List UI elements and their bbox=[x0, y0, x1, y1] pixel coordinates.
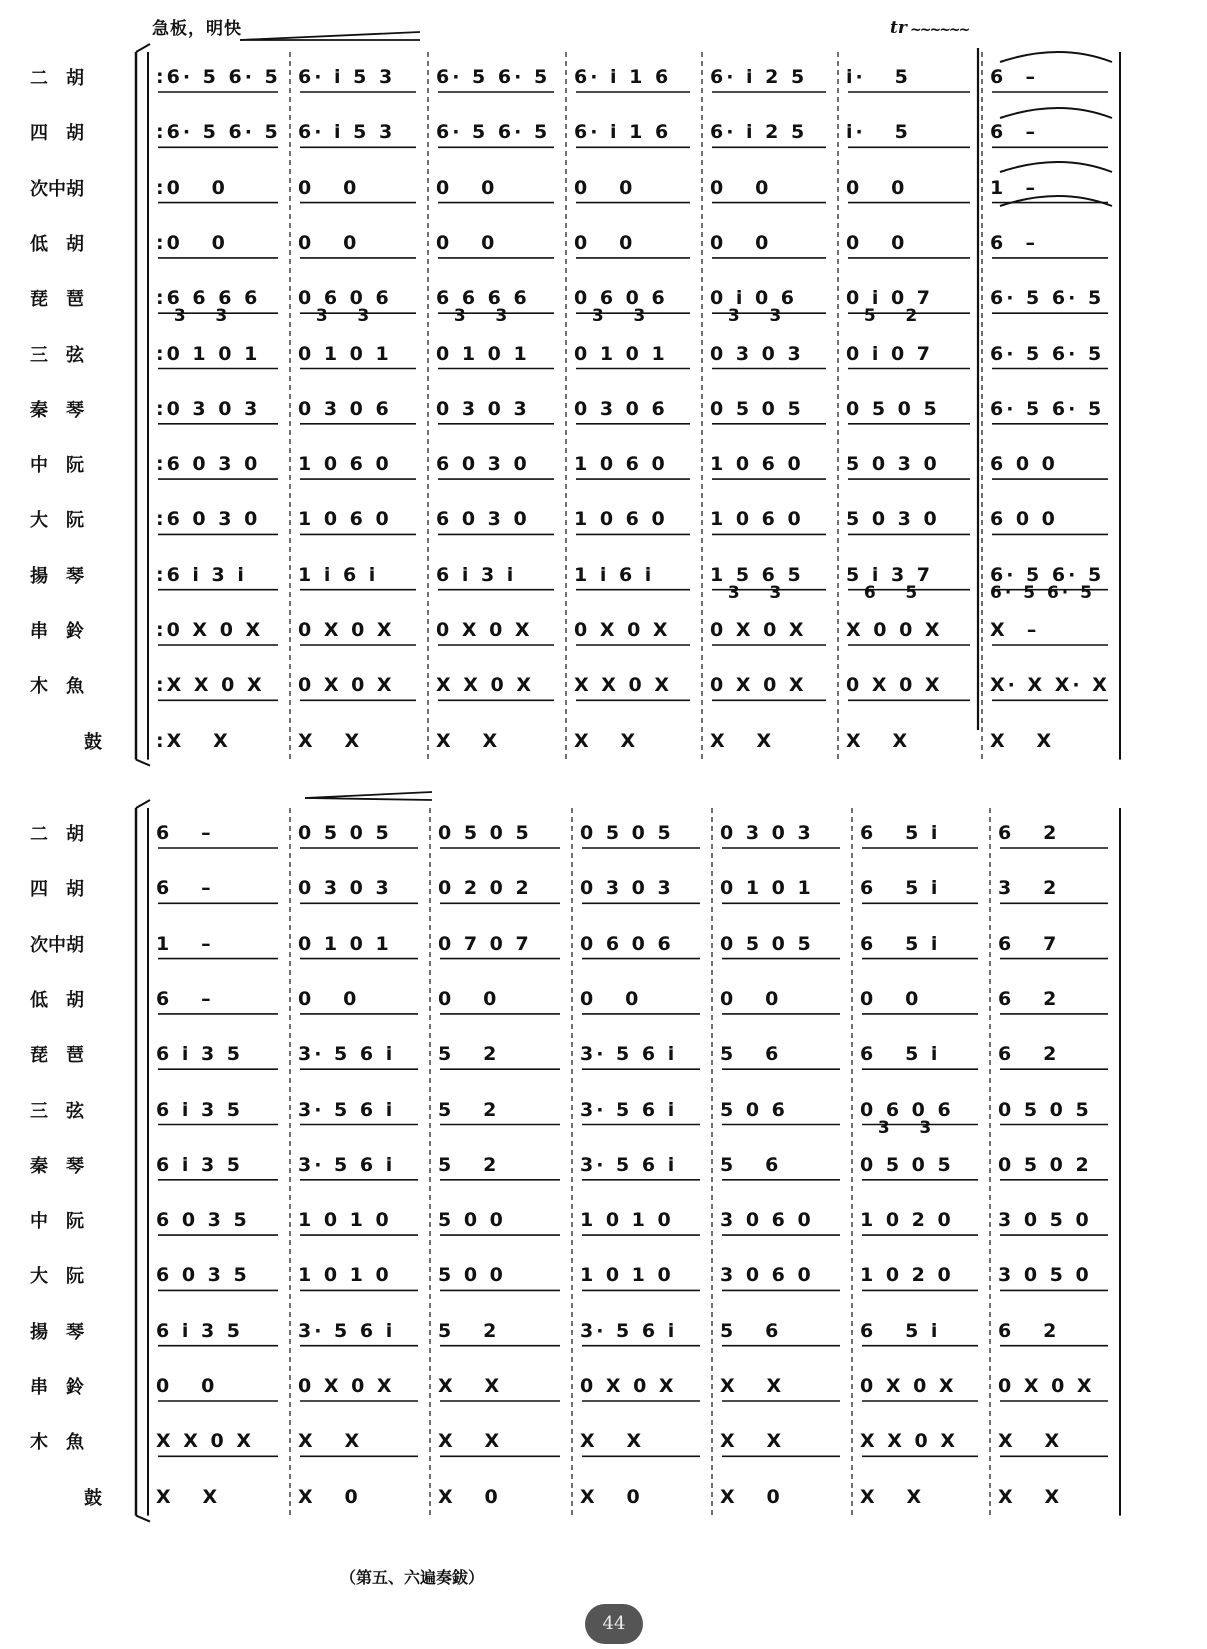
measure-cell: 6· 5 6· 5 bbox=[990, 287, 1105, 310]
measure-cell: 0 i 0 7 bbox=[846, 287, 934, 310]
measure-cell: 1 0 2 0 bbox=[860, 1209, 954, 1232]
measure-cell: 0 0 bbox=[298, 231, 360, 254]
measure-cell: 5 0 6 bbox=[720, 1098, 788, 1121]
instrument-label: 串 鈴 bbox=[30, 1377, 84, 1398]
measure-cell: 0 5 0 5 bbox=[860, 1153, 954, 1176]
instrument-label: 秦 琴 bbox=[30, 399, 84, 421]
measure-cell: 0 X 0 X bbox=[710, 619, 807, 641]
measure-cell: 1 – bbox=[990, 176, 1038, 199]
measure-cell: :6 0 3 0 bbox=[156, 508, 261, 531]
measure-cell: :X X 0 X bbox=[156, 674, 265, 697]
measure-cell: 3· 5 6 i bbox=[580, 1043, 678, 1066]
instrument-label: 中 阮 bbox=[30, 1211, 84, 1233]
measure-cell: 0 5 0 5 bbox=[710, 397, 804, 420]
measure-cell: 6 – bbox=[990, 121, 1038, 144]
measure-cell: 0 6 0 6 bbox=[580, 932, 674, 955]
measure-cell: 0 3 0 3 bbox=[580, 877, 674, 900]
measure-cell: 1 i 6 i bbox=[574, 563, 655, 586]
measure-cell: 0 0 bbox=[720, 987, 782, 1010]
instrument-label: 大 阮 bbox=[30, 1266, 84, 1288]
instrument-label: 中 阮 bbox=[30, 455, 84, 477]
measure-cell: 3· 5 6 i bbox=[298, 1319, 396, 1342]
measure-cell: 6· i 5 3 bbox=[298, 121, 396, 144]
measure-cell: X X bbox=[438, 1375, 503, 1397]
measure-cell: :6 i 3 i bbox=[156, 563, 247, 586]
measure-cell: X X bbox=[438, 1430, 503, 1453]
measure-cell: 6 2 bbox=[998, 822, 1060, 844]
measure-lower-notes: 6· 5 6· 5 bbox=[990, 582, 1095, 603]
measure-cell: 0 X 0 X bbox=[846, 674, 943, 697]
measure-cell: 0 0 bbox=[156, 1375, 218, 1397]
instrument-label: 低 胡 bbox=[30, 989, 84, 1011]
measure-cell: 1 5 6 5 bbox=[710, 563, 804, 586]
measure-cell: X – bbox=[990, 619, 1040, 641]
measure-cell: 5 0 0 bbox=[438, 1264, 506, 1287]
measure-cell: 0 5 0 5 bbox=[720, 932, 814, 955]
measure-cell: 0 0 bbox=[438, 987, 500, 1010]
measure-cell: 3· 5 6 i bbox=[580, 1319, 678, 1342]
footnote: （第五、六遍奏鈸） bbox=[340, 1568, 485, 1587]
measure-cell: 6 – bbox=[990, 231, 1038, 254]
instrument-label: 琵 琶 bbox=[30, 1045, 84, 1067]
measure-cell: X 0 bbox=[580, 1485, 643, 1508]
measure-cell: 0 i 0 7 bbox=[846, 342, 934, 365]
measure-cell: X X bbox=[998, 1430, 1063, 1453]
measure-cell: 0 3 0 3 bbox=[436, 397, 530, 420]
measure-cell: 3 0 6 0 bbox=[720, 1209, 814, 1232]
measure-cell: X X bbox=[156, 1485, 221, 1508]
measure-cell: 1 0 1 0 bbox=[580, 1209, 674, 1232]
measure-cell: 0 0 bbox=[574, 231, 636, 254]
measure-cell: X X bbox=[846, 729, 911, 752]
measure-cell: X X bbox=[298, 729, 363, 752]
measure-cell: 0 3 0 6 bbox=[298, 397, 392, 420]
measure-cell: 1 0 6 0 bbox=[574, 453, 668, 476]
instrument-label: 大 阮 bbox=[30, 510, 84, 532]
instrument-label: 三 弦 bbox=[30, 344, 84, 366]
measure-cell: 0 X 0 X bbox=[998, 1375, 1095, 1397]
measure-cell: 3 0 5 0 bbox=[998, 1209, 1092, 1232]
measure-cell: 6 7 bbox=[998, 932, 1060, 955]
instrument-label: 次中胡 bbox=[30, 178, 84, 200]
measure-cell: 6 – bbox=[990, 66, 1038, 88]
instrument-label: 二 胡 bbox=[30, 68, 84, 89]
measure-cell: X· X X· X bbox=[990, 674, 1110, 697]
instrument-label: 鼓 bbox=[84, 1487, 102, 1509]
measure-cell: 6 5 i bbox=[860, 822, 941, 844]
measure-cell: 0 6 0 6 bbox=[298, 287, 392, 310]
measure-cell: X X 0 X bbox=[860, 1430, 959, 1453]
measure-cell: 3 0 5 0 bbox=[998, 1264, 1092, 1287]
measure-cell: i· 5 bbox=[846, 121, 911, 144]
measure-cell: 6 5 i bbox=[860, 1319, 941, 1342]
measure-cell: 6· 5 6· 5 bbox=[436, 66, 551, 88]
measure-cell: 0 0 bbox=[298, 176, 360, 199]
page-number: 44 bbox=[585, 1604, 643, 1644]
measure-cell: 5 0 3 0 bbox=[846, 508, 940, 531]
measure-cell: 0 i 0 6 bbox=[710, 287, 798, 310]
measure-cell: 0 3 0 3 bbox=[720, 822, 814, 844]
measure-cell: 0 X 0 X bbox=[574, 619, 671, 641]
measure-cell: :6· 5 6· 5 bbox=[156, 121, 281, 144]
measure-cell: 3 0 6 0 bbox=[720, 1264, 814, 1287]
measure-cell: X X bbox=[998, 1485, 1063, 1508]
measure-cell: 6· i 2 5 bbox=[710, 121, 808, 144]
measure-cell: 5 6 bbox=[720, 1043, 782, 1066]
measure-cell: 6 5 i bbox=[860, 877, 941, 900]
measure-cell: 0 0 bbox=[710, 176, 772, 199]
measure-cell: 6· 5 6· 5 bbox=[990, 563, 1105, 586]
measure-cell: 1 0 6 0 bbox=[298, 508, 392, 531]
instrument-label: 木 魚 bbox=[30, 1432, 84, 1454]
instrument-label: 四 胡 bbox=[30, 879, 84, 901]
measure-cell: X X 0 X bbox=[574, 674, 673, 697]
trill-marking: tr bbox=[890, 18, 907, 38]
measure-cell: 0 5 0 5 bbox=[998, 1098, 1092, 1121]
measure-cell: 6 – bbox=[156, 987, 214, 1010]
measure-cell: 0 5 0 2 bbox=[998, 1153, 1092, 1176]
measure-cell: 6 2 bbox=[998, 1319, 1060, 1342]
measure-cell: X X bbox=[436, 729, 501, 752]
measure-cell: 5 6 bbox=[720, 1319, 782, 1342]
measure-cell: X 0 bbox=[438, 1485, 501, 1508]
measure-cell: :6· 5 6· 5 bbox=[156, 66, 281, 88]
instrument-label: 秦 琴 bbox=[30, 1155, 84, 1177]
measure-cell: 0 0 bbox=[436, 231, 498, 254]
measure-cell: 0 3 0 3 bbox=[298, 877, 392, 900]
measure-cell: 0 X 0 X bbox=[580, 1375, 677, 1397]
measure-cell: 0 3 0 3 bbox=[710, 342, 804, 365]
measure-cell: 5 0 0 bbox=[438, 1209, 506, 1232]
measure-cell: 6 0 0 bbox=[990, 508, 1058, 531]
measure-cell: 6 0 3 5 bbox=[156, 1209, 250, 1232]
measure-cell: 6 2 bbox=[998, 1043, 1060, 1066]
measure-cell: 0 0 bbox=[580, 987, 642, 1010]
measure-cell: 0 0 bbox=[846, 231, 908, 254]
measure-cell: 0 1 0 1 bbox=[298, 932, 392, 955]
measure-cell: 0 7 0 7 bbox=[438, 932, 532, 955]
measure-cell: X 0 bbox=[720, 1485, 783, 1508]
measure-cell: X X bbox=[298, 1430, 363, 1453]
measure-cell: 6 6 6 6 bbox=[436, 287, 530, 310]
measure-lower-notes: 3 3 bbox=[860, 1117, 935, 1138]
measure-cell: 1 0 1 0 bbox=[580, 1264, 674, 1287]
measure-cell: 6 i 3 5 bbox=[156, 1043, 244, 1066]
measure-lower-notes: 3 3 bbox=[574, 306, 649, 327]
measure-lower-notes: 5 2 bbox=[846, 306, 921, 327]
instrument-label: 琵 琶 bbox=[30, 289, 84, 311]
measure-cell: 0 5 0 5 bbox=[846, 397, 940, 420]
instrument-label: 揚 琴 bbox=[30, 1321, 84, 1343]
measure-cell: 0 X 0 X bbox=[298, 1375, 395, 1397]
measure-cell: X X 0 X bbox=[436, 674, 535, 697]
measure-cell: 0 1 0 1 bbox=[720, 877, 814, 900]
measure-lower-notes: 3 3 bbox=[436, 306, 511, 327]
measure-cell: 1 0 6 0 bbox=[574, 508, 668, 531]
tempo-marking: 急板，明快 bbox=[152, 19, 242, 39]
measure-cell: 5 2 bbox=[438, 1098, 500, 1121]
measure-cell: X 0 bbox=[298, 1485, 361, 1508]
measure-cell: X X bbox=[580, 1430, 645, 1453]
measure-lower-notes: 3 3 bbox=[156, 306, 231, 327]
instrument-label: 二 胡 bbox=[30, 824, 84, 845]
measure-cell: 3 2 bbox=[998, 877, 1060, 900]
measure-cell: 0 5 0 5 bbox=[298, 822, 392, 844]
measure-cell: 6· i 1 6 bbox=[574, 121, 672, 144]
measure-cell: X X bbox=[720, 1375, 785, 1397]
instrument-label: 次中胡 bbox=[30, 934, 84, 956]
measure-cell: 0 X 0 X bbox=[860, 1375, 957, 1397]
measure-cell: :0 X 0 X bbox=[156, 619, 264, 641]
measure-cell: :6 0 3 0 bbox=[156, 453, 261, 476]
measure-cell: 6 0 3 0 bbox=[436, 453, 530, 476]
measure-cell: 6 5 i bbox=[860, 1043, 941, 1066]
measure-cell: 0 X 0 X bbox=[710, 674, 807, 697]
measure-cell: 6· i 1 6 bbox=[574, 66, 672, 88]
measure-cell: 3· 5 6 i bbox=[580, 1153, 678, 1176]
measure-cell: 0 0 bbox=[436, 176, 498, 199]
measure-cell: 3· 5 6 i bbox=[298, 1098, 396, 1121]
measure-cell: 3· 5 6 i bbox=[580, 1098, 678, 1121]
measure-cell: :X X bbox=[156, 729, 231, 752]
measure-lower-notes: 3 3 bbox=[710, 582, 785, 603]
measure-cell: 1 0 6 0 bbox=[298, 453, 392, 476]
instrument-label: 鼓 bbox=[84, 731, 102, 753]
instrument-label: 低 胡 bbox=[30, 233, 84, 255]
instrument-label: 揚 琴 bbox=[30, 565, 84, 587]
measure-cell: 6· 5 6· 5 bbox=[990, 342, 1105, 365]
instrument-label: 木 魚 bbox=[30, 676, 84, 698]
measure-cell: :0 0 bbox=[156, 176, 228, 199]
measure-cell: 0 1 0 1 bbox=[436, 342, 530, 365]
measure-cell: X X 0 X bbox=[156, 1430, 255, 1453]
measure-cell: 0 0 bbox=[298, 987, 360, 1010]
measure-cell: 6 – bbox=[156, 822, 214, 844]
measure-cell: :0 3 0 3 bbox=[156, 397, 261, 420]
measure-cell: 0 6 0 6 bbox=[860, 1098, 954, 1121]
measure-cell: X 0 0 X bbox=[846, 619, 943, 641]
measure-cell: 6· 5 6· 5 bbox=[436, 121, 551, 144]
instrument-label: 四 胡 bbox=[30, 123, 84, 145]
measure-lower-notes: 6 5 bbox=[846, 582, 921, 603]
measure-cell: 5 2 bbox=[438, 1153, 500, 1176]
measure-cell: 0 3 0 6 bbox=[574, 397, 668, 420]
measure-cell: 6 0 0 bbox=[990, 453, 1058, 476]
measure-cell: 1 0 2 0 bbox=[860, 1264, 954, 1287]
measure-cell: 1 i 6 i bbox=[298, 563, 379, 586]
measure-cell: 0 1 0 1 bbox=[574, 342, 668, 365]
measure-cell: 0 5 0 5 bbox=[438, 822, 532, 844]
measure-cell: 1 0 1 0 bbox=[298, 1264, 392, 1287]
measure-lower-notes: 3 3 bbox=[298, 306, 373, 327]
measure-cell: 5 2 bbox=[438, 1319, 500, 1342]
measure-cell: 0 0 bbox=[574, 176, 636, 199]
measure-cell: 6· i 5 3 bbox=[298, 66, 396, 88]
measure-cell: 6 i 3 i bbox=[436, 563, 517, 586]
measure-cell: X X bbox=[574, 729, 639, 752]
measure-cell: 1 0 6 0 bbox=[710, 453, 804, 476]
measure-cell: 5 6 bbox=[720, 1153, 782, 1176]
measure-cell: 5 i 3 7 bbox=[846, 563, 934, 586]
measure-cell: 0 X 0 X bbox=[436, 619, 533, 641]
measure-cell: :0 1 0 1 bbox=[156, 342, 261, 365]
measure-cell: 6 2 bbox=[998, 987, 1060, 1010]
measure-cell: 3· 5 6 i bbox=[298, 1043, 396, 1066]
measure-cell: 6 i 3 5 bbox=[156, 1098, 244, 1121]
measure-cell: 1 0 6 0 bbox=[710, 508, 804, 531]
measure-cell: 0 0 bbox=[710, 231, 772, 254]
measure-cell: 6· 5 6· 5 bbox=[990, 397, 1105, 420]
measure-cell: 1 – bbox=[156, 932, 214, 955]
measure-cell: 1 0 1 0 bbox=[298, 1209, 392, 1232]
measure-cell: 0 X 0 X bbox=[298, 619, 395, 641]
measure-cell: 6 0 3 0 bbox=[436, 508, 530, 531]
measure-cell: i· 5 bbox=[846, 66, 911, 88]
measure-cell: X X bbox=[710, 729, 775, 752]
measure-cell: X X bbox=[990, 729, 1055, 752]
measure-cell: 6 i 3 5 bbox=[156, 1153, 244, 1176]
measure-cell: 3· 5 6 i bbox=[298, 1153, 396, 1176]
measure-cell: X X bbox=[720, 1430, 785, 1453]
measure-cell: X X bbox=[860, 1485, 925, 1508]
measure-cell: 6· i 2 5 bbox=[710, 66, 808, 88]
instrument-label: 串 鈴 bbox=[30, 621, 84, 642]
measure-cell: 0 6 0 6 bbox=[574, 287, 668, 310]
instrument-label: 三 弦 bbox=[30, 1100, 84, 1122]
measure-cell: 6 5 i bbox=[860, 932, 941, 955]
measure-cell: 0 0 bbox=[860, 987, 922, 1010]
measure-cell: 6 i 3 5 bbox=[156, 1319, 244, 1342]
measure-cell: 5 0 3 0 bbox=[846, 453, 940, 476]
measure-cell: 5 2 bbox=[438, 1043, 500, 1066]
measure-cell: 0 1 0 1 bbox=[298, 342, 392, 365]
trill-wave: ~~~~~~ bbox=[910, 22, 969, 38]
measure-cell: 0 X 0 X bbox=[298, 674, 395, 697]
measure-cell: 6 0 3 5 bbox=[156, 1264, 250, 1287]
measure-cell: 0 0 bbox=[846, 176, 908, 199]
measure-lower-notes: 3 3 bbox=[710, 306, 785, 327]
measure-cell: :0 0 bbox=[156, 231, 228, 254]
measure-cell: 6 – bbox=[156, 877, 214, 900]
measure-cell: :6 6 6 6 bbox=[156, 287, 261, 310]
measure-cell: 0 2 0 2 bbox=[438, 877, 532, 900]
measure-cell: 0 5 0 5 bbox=[580, 822, 674, 844]
